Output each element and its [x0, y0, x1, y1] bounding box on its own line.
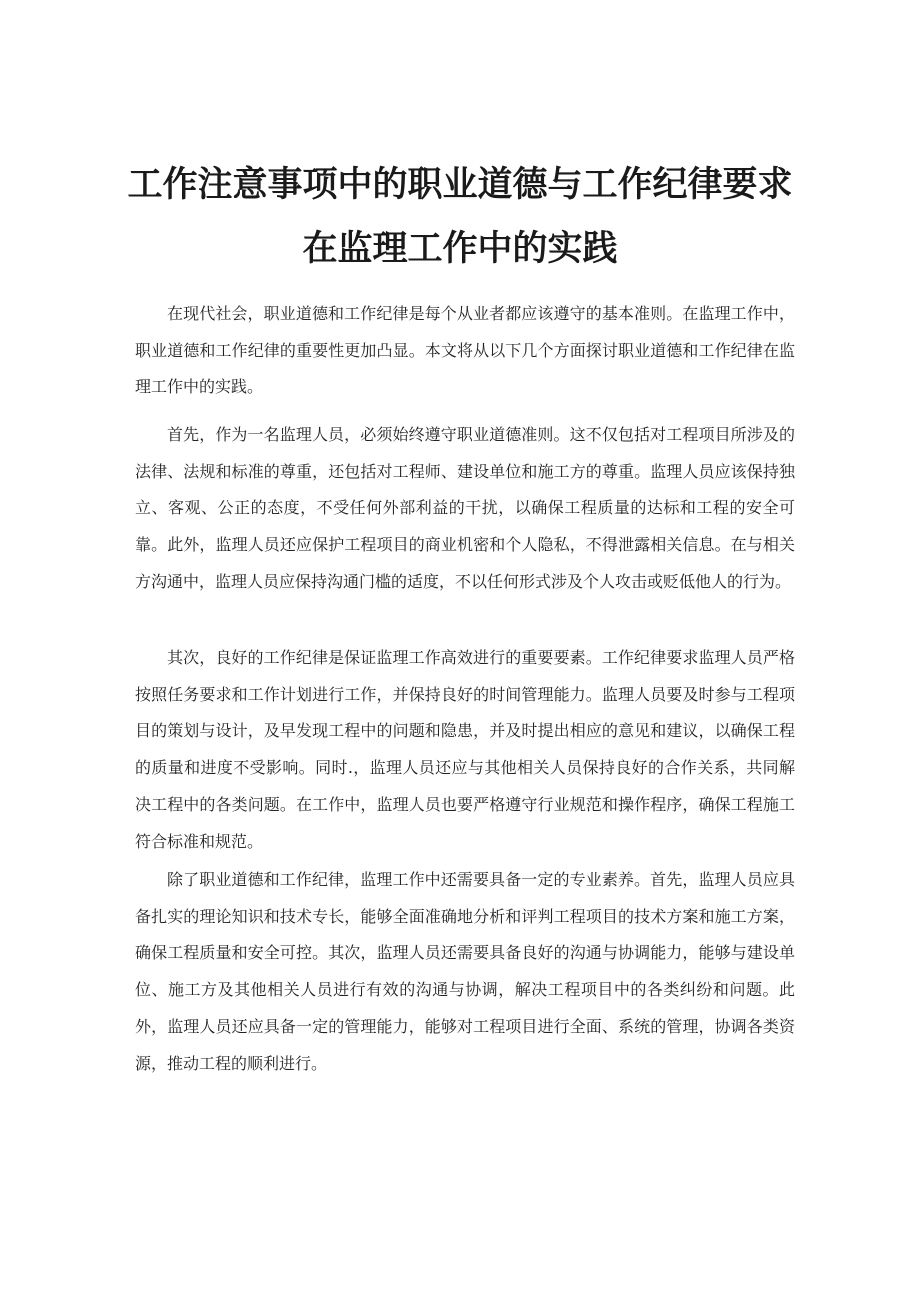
paragraph-professional-quality: 除了职业道德和工作纪律，监理工作中还需要具备一定的专业素养。首先，监理人员应具备扎实的理论知识和技术专长，能够全面准确地分析和评判工程项目的技术方案和施工方案，确保工程质量和安全可控。其次，监理人员还需要具备良好的沟通与协调能力，能够与建设单位、施工方及其他相关人员进行有效的沟通与协调，解决工程项目中的各类纠纷和问题。此外，监理人员还应具备一定的管理能力，能够对工程项目进行全面、系统的管理，协调各类资源，推动工程的顺利进行。	[135, 870, 795, 1073]
paragraph-professional-ethics: 首先，作为一名监理人员，必须始终遵守职业道德准则。这不仅包括对工程项目所涉及的法律、法规和标准的尊重，还包括对工程师、建设单位和施工方的尊重。监理人员应该保持独立、客观、公正的态度，不受任何外部利益的干扰，以确保工程质量的达标和工程的安全可靠。此外，监理人员还应保护工程项目的商业机密和个人隐私，不得泄露相关信息。在与相关方沟通中，监理人员应保持沟通门槛的适度，不以任何形式涉及个人攻击或贬低他人的行为。	[135, 425, 795, 591]
title-line-1: 工作注意事项中的职业道德与工作纪律要求	[127, 165, 793, 205]
paragraph-work-discipline: 其次，良好的工作纪律是保证监理工作高效进行的重要要素。工作纪律要求监理人员严格按照任务要求和工作计划进行工作，并保持良好的时间管理能力。监理人员要及时参与工程项目的策划与设计，及早发现工程中的问题和隐患，并及时提出相应的意见和建议，以确保工程的质量和进度不受影响。同时.，监理人员还应与其他相关人员保持良好的合作关系，共同解决工程中的各类问题。在工作中，监理人员也要严格遵守行业规范和操作程序，确保工程施工符合标准和规范。	[135, 648, 795, 851]
paragraph-intro: 在现代社会，职业道德和工作纪律是每个从业者都应该遵守的基本准则。在监理工作中，职业道德和工作纪律的重要性更加凸显。本文将从以下几个方面探讨职业道德和工作纪律在监理工作中的实践。	[135, 304, 795, 397]
title-line-2: 在监理工作中的实践	[302, 229, 618, 269]
